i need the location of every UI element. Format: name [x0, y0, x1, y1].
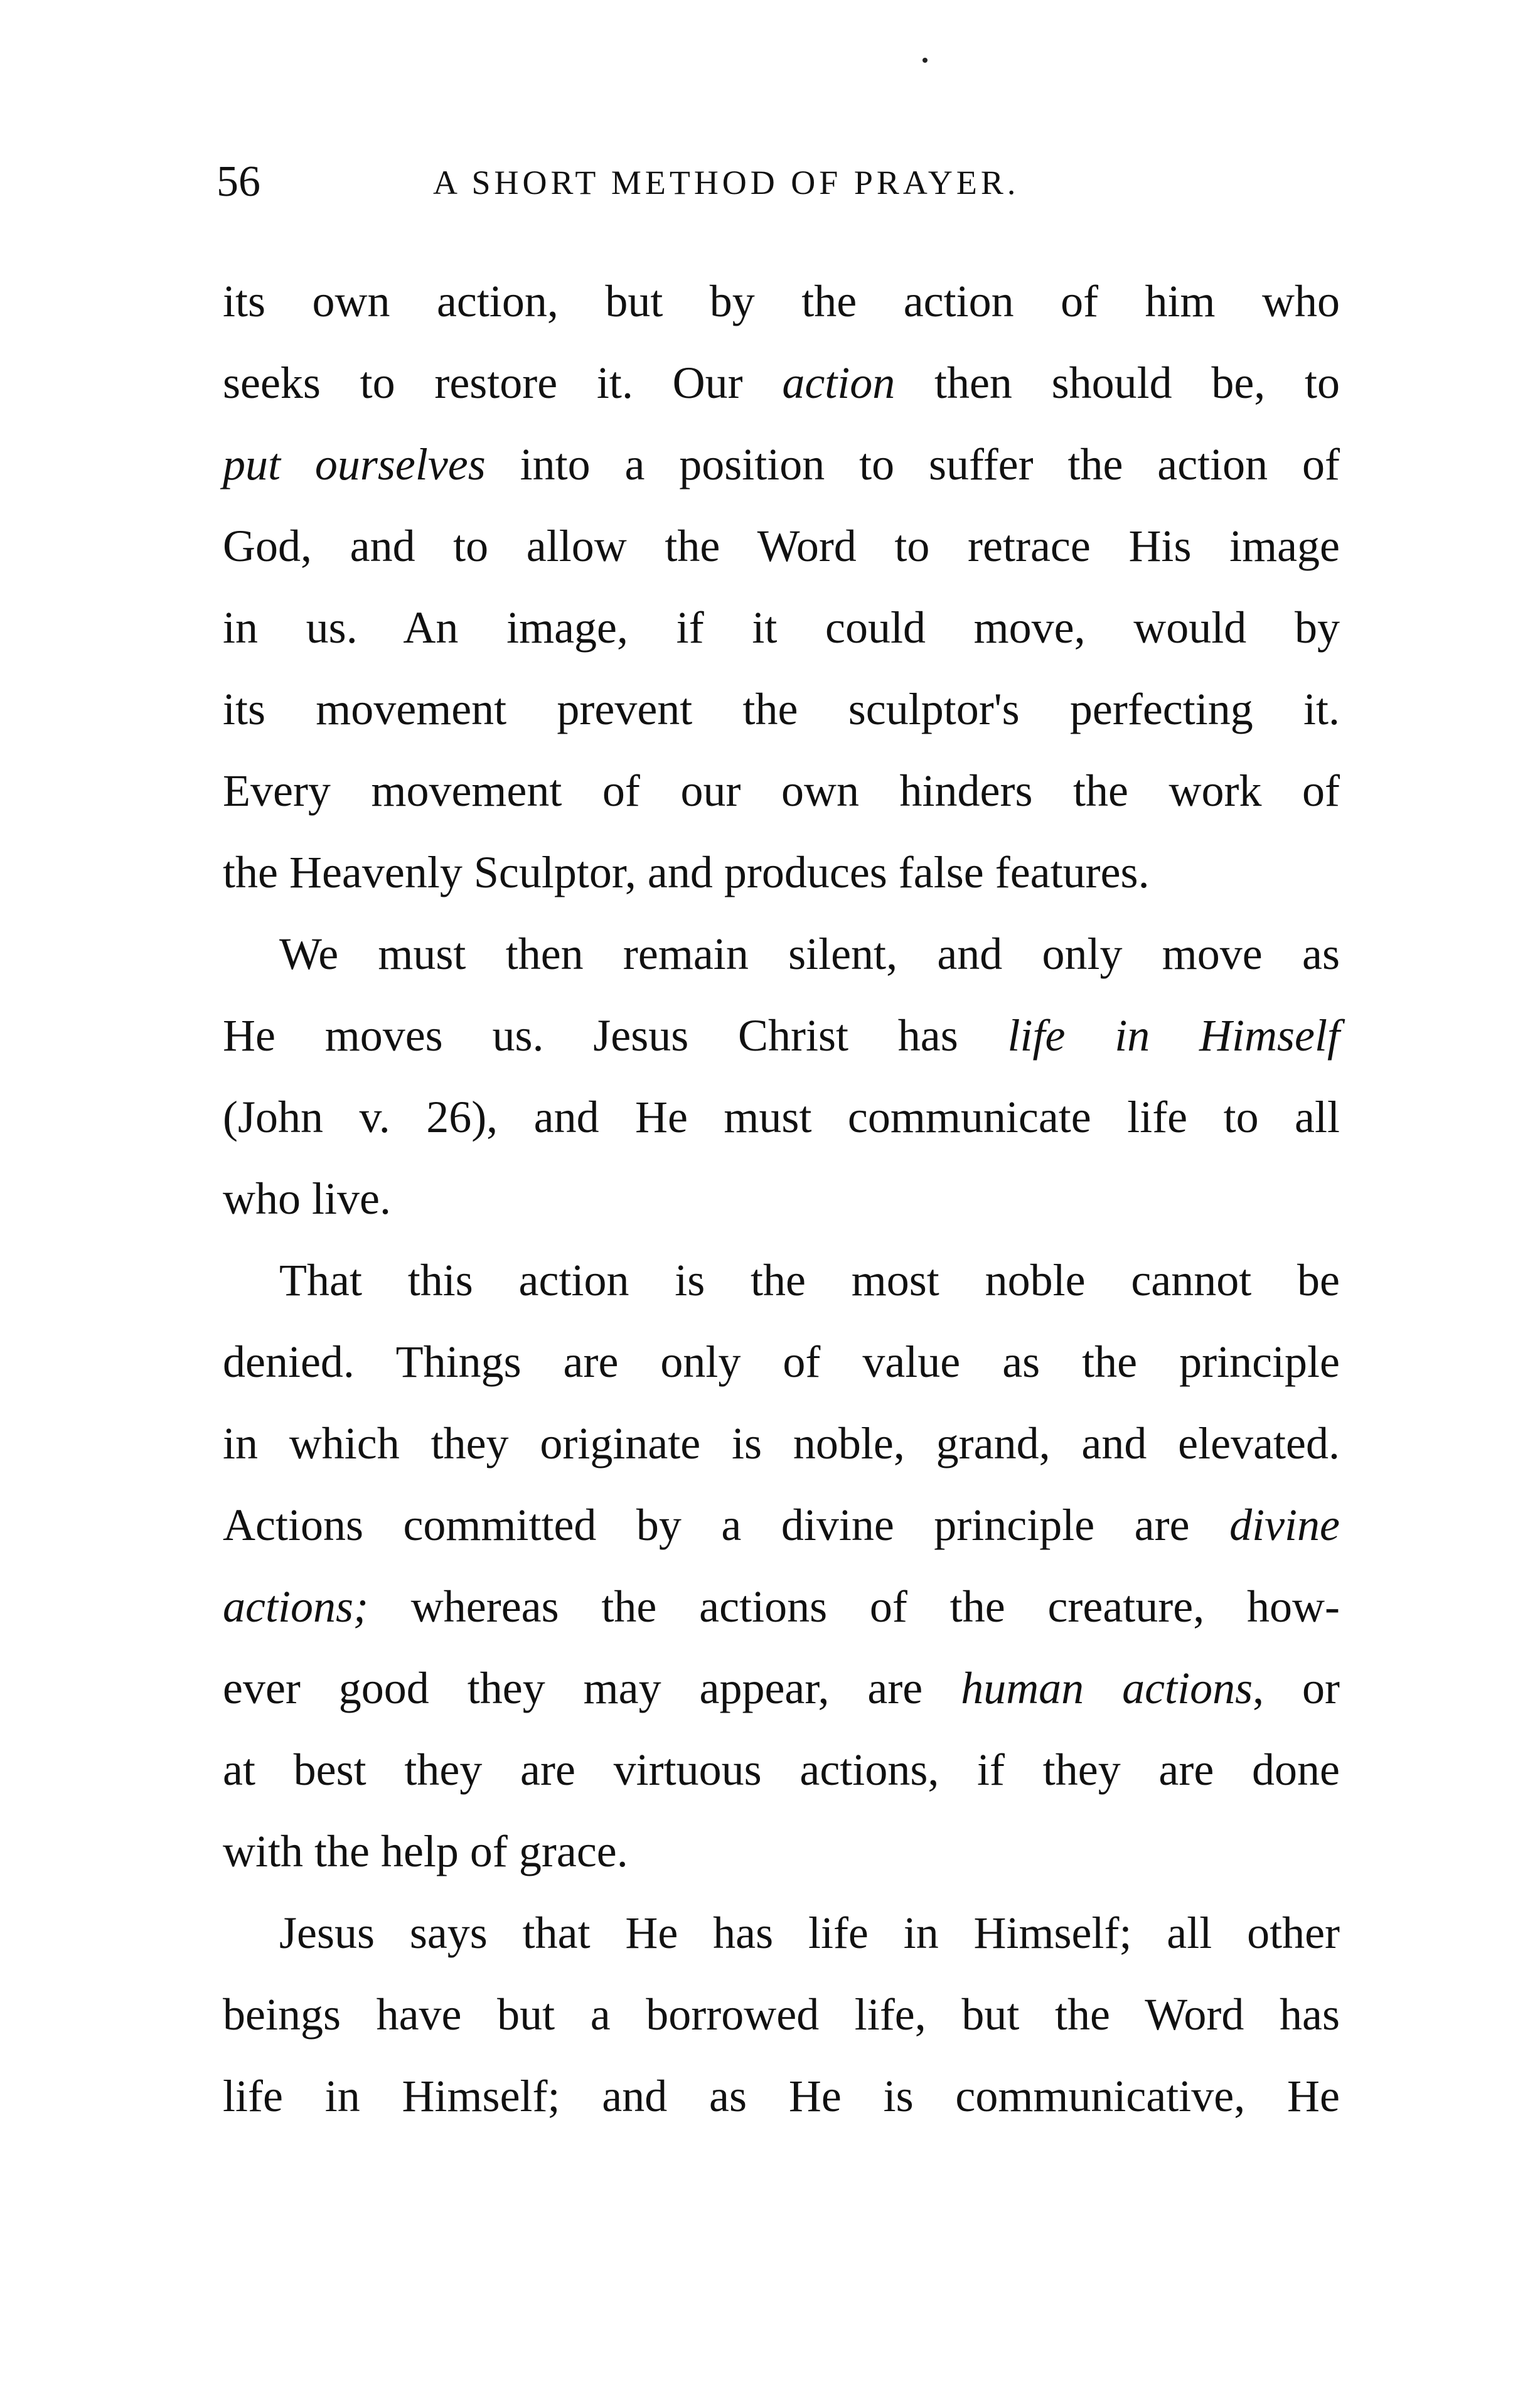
text-line	[223, 1892, 1340, 1974]
text-segment: into a position to suffer the action of	[485, 439, 1340, 489]
text-line	[223, 1321, 1340, 1403]
text-line	[223, 260, 1340, 342]
text-segment: then should be, to	[895, 358, 1340, 408]
body-text	[223, 260, 1340, 2137]
text-segment: He moves us. Jesus Christ has	[223, 1010, 1008, 1061]
text-segment: the Heavenly Sculptor, and produces false features.	[223, 847, 1150, 897]
text-line	[223, 1729, 1340, 1811]
text-line	[223, 1811, 1340, 1892]
text-line	[223, 750, 1340, 832]
text-line	[223, 1076, 1340, 1158]
text-segment: That this action is the most noble cannot be	[279, 1255, 1340, 1305]
text-line	[223, 505, 1340, 587]
text-line	[223, 832, 1340, 913]
text-line	[223, 1484, 1340, 1566]
italic-text: life in Himself	[1007, 1010, 1340, 1061]
text-segment: ever good they may appear, are	[223, 1663, 961, 1713]
page-header	[217, 157, 1346, 207]
text-segment: Jesus says that He has life in Himself; all other	[279, 1908, 1340, 1958]
text-line	[223, 995, 1340, 1076]
italic-text: put ourselves	[223, 439, 486, 489]
text-line	[223, 2055, 1340, 2137]
text-segment: life in Himself; and as He is communicative, He	[223, 2071, 1340, 2121]
text-segment: God, and to allow the Word to retrace His image	[223, 521, 1340, 571]
italic-text: divine	[1229, 1500, 1340, 1550]
text-line	[223, 913, 1340, 995]
italic-text: action	[782, 358, 896, 408]
text-line	[223, 342, 1340, 424]
text-line	[223, 1403, 1340, 1484]
text-segment: Every movement of our own hinders the work of	[223, 766, 1340, 816]
text-line	[223, 1158, 1340, 1239]
text-segment: seeks to restore it. Our	[223, 358, 783, 408]
italic-text: human actions	[961, 1663, 1253, 1713]
text-segment: in us. An image, if it could move, would by	[223, 602, 1340, 653]
text-line	[223, 1974, 1340, 2055]
page-number: 56	[217, 158, 260, 206]
text-segment: in which they originate is noble, grand, and elevated.	[223, 1418, 1340, 1468]
text-segment: , or	[1253, 1663, 1340, 1713]
text-segment: who live.	[223, 1174, 391, 1224]
text-segment: We must then remain silent, and only move as	[279, 929, 1340, 979]
text-segment: denied. Things are only of value as the principle	[223, 1337, 1340, 1387]
text-segment: Actions committed by a divine principle are	[223, 1500, 1230, 1550]
text-line	[223, 668, 1340, 750]
italic-text: actions;	[223, 1581, 368, 1632]
text-line	[223, 587, 1340, 668]
text-segment: (John v. 26), and He must communicate life to all	[223, 1092, 1340, 1142]
text-segment: its own action, but by the action of him who	[223, 276, 1340, 326]
text-line	[223, 424, 1340, 505]
text-segment: beings have but a borrowed life, but the Word has	[223, 1989, 1340, 2040]
printer-mark	[922, 58, 928, 63]
text-segment: whereas the actions of the creature, how-	[368, 1581, 1340, 1632]
text-line	[223, 1239, 1340, 1321]
text-line	[223, 1566, 1340, 1647]
running-title: A SHORT METHOD OF PRAYER.	[433, 164, 1020, 201]
text-segment: its movement prevent the sculptor's perfecting it.	[223, 684, 1340, 734]
text-segment: at best they are virtuous actions, if they are done	[223, 1745, 1340, 1795]
text-line	[223, 1647, 1340, 1729]
text-segment: with the help of grace.	[223, 1826, 628, 1876]
